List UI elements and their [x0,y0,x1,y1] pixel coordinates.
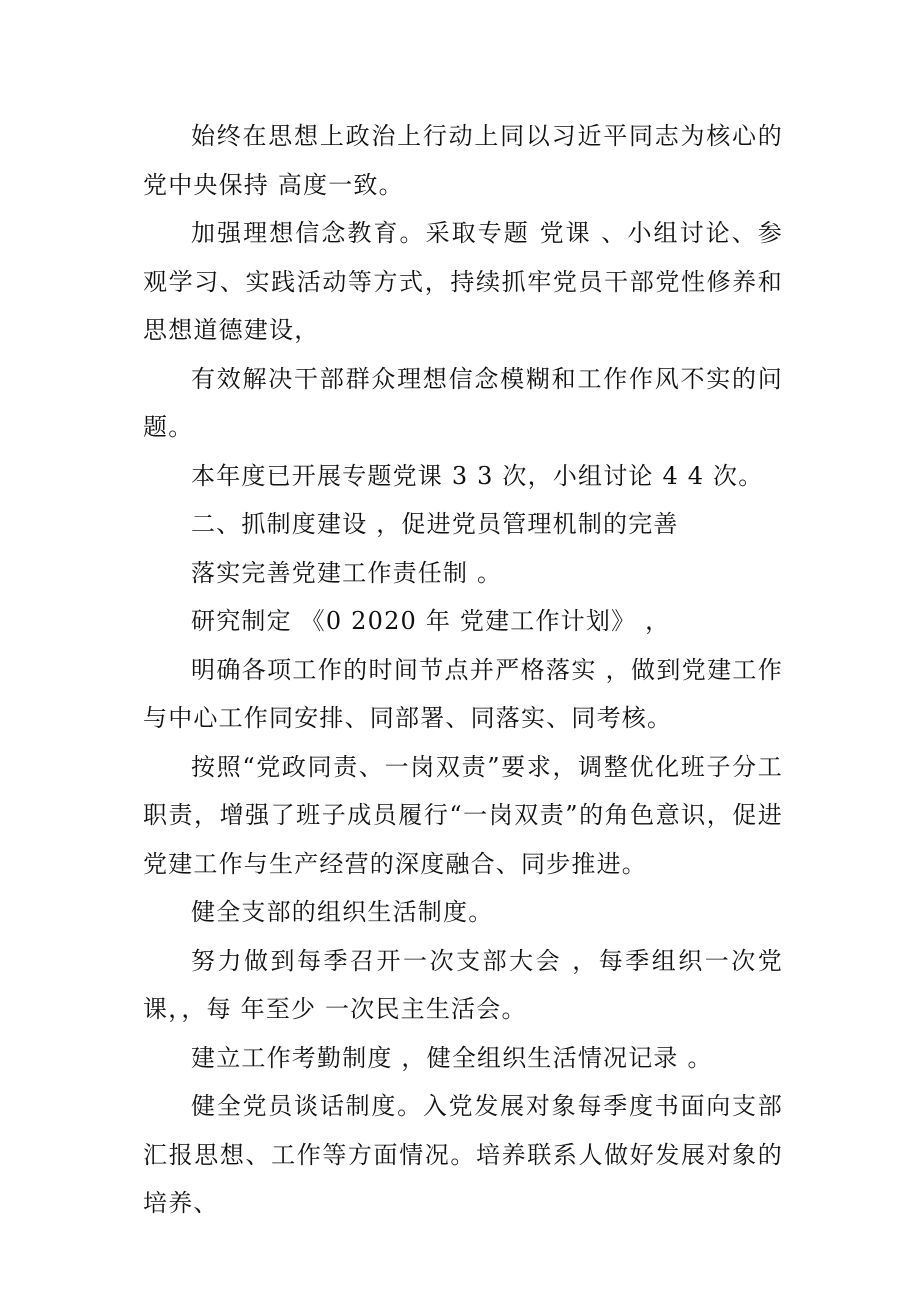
paragraph-3: 有效解决干部群众理想信念模糊和工作作风不实的问题。 [143,364,783,441]
paragraph-2: 加强理想信念教育。采取专题 党课 、小组讨论、参观学习、实践活动等方式，持续抓牢党员干部党性修养和思想道德建设， [143,219,783,344]
section-heading: 二、抓制度建设 ，促进党员管理机制的完善 [191,510,679,538]
paragraph-12: 建立工作考勤制度 ，健全组织生活情况记录 。 [191,1043,713,1072]
paragraph-4: 本年度已开展专题党课 3 3 次，小组讨论 4 4 次。 [191,461,764,490]
document-body [143,112,783,1228]
paragraph-1: 始终在思想上政治上行动上同以习近平同志为核心的党中央保持 高度一致。 [143,122,783,199]
paragraph-10: 健全支部的组织生活制度。 [191,898,494,926]
paragraph-6: 落实完善党建工作责任制 。 [191,558,503,587]
paragraph-9: 按照“党政同责、一岗双责”要求，调整优化班子分工职责，增强了班子成员履行“一岗双责”的角色意识，促进党建工作与生产经营的深度融合、同步推进。 [143,752,783,878]
paragraph-11: 努力做到每季召开一次支部大会 ，每季组织一次党课，，每 年至少 一次民主生活会。 [143,946,783,1023]
paragraph-7: 研究制定 《0 2020 年 党建工作计划》 ， [191,607,671,635]
paragraph-13: 健全党员谈话制度。入党发展对象每季度书面向支部汇报思想、工作等方面情况。培养联系人做好发展对象的培养、 [143,1092,783,1217]
paragraph-8: 明确各项工作的时间节点并严格落实 ，做到党建工作与中心工作同安排、同部署、同落实、同考核。 [143,655,783,732]
